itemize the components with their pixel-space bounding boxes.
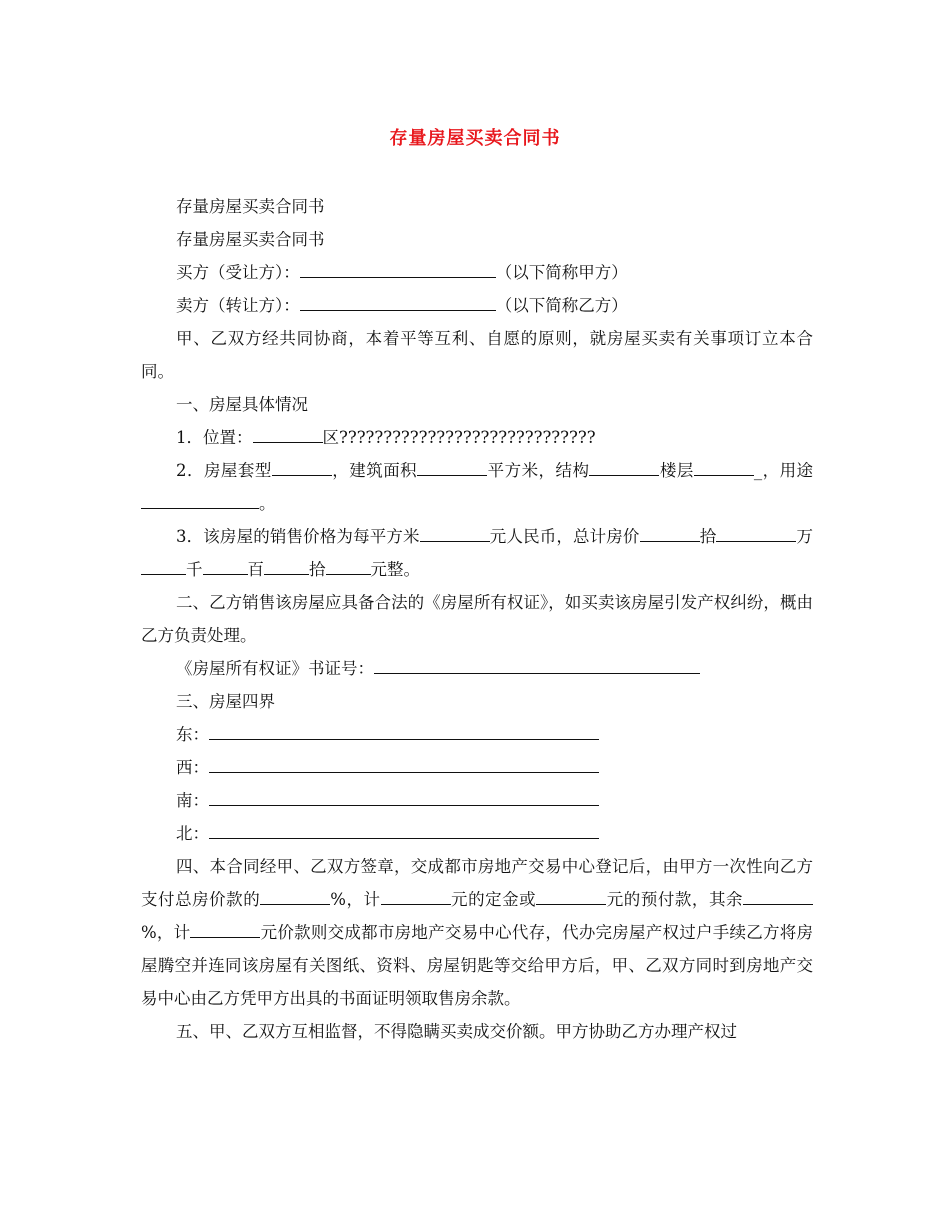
text: 拾 xyxy=(699,527,717,546)
text: 千 xyxy=(186,560,203,579)
text: 四、本合同经甲、乙双方签章，交成都市房地产交易中心登记后，由甲方一次性向乙方支付总房价款的 xyxy=(141,857,813,909)
text: 楼层 xyxy=(659,461,694,480)
remaining-blank[interactable] xyxy=(190,918,260,938)
text: 万 xyxy=(796,527,814,546)
text: 存量房屋买卖合同书 xyxy=(176,230,325,249)
east-label: 东： xyxy=(176,725,209,744)
section-4-paragraph xyxy=(141,850,813,1015)
seller-suffix: （以下简称乙方） xyxy=(495,296,628,315)
south-label: 南： xyxy=(176,791,209,810)
house-type-blank[interactable] xyxy=(272,456,332,476)
east-blank[interactable] xyxy=(209,720,599,740)
line-title-repeat-2 xyxy=(141,223,813,256)
pct-blank-2[interactable] xyxy=(743,885,813,905)
seller-line xyxy=(141,289,813,322)
prepay-blank[interactable] xyxy=(536,885,606,905)
south-blank[interactable] xyxy=(209,786,599,806)
text: 元的预付款，其余 xyxy=(606,890,744,909)
location-label: 1．位置： xyxy=(176,428,253,447)
text: %，计 xyxy=(141,923,191,942)
text: 元的定金或 xyxy=(450,890,537,909)
price-line xyxy=(141,520,813,586)
north-line xyxy=(141,817,813,850)
seller-label: 卖方（转让方）： xyxy=(176,296,300,315)
location-line xyxy=(141,421,813,454)
west-line xyxy=(141,751,813,784)
south-line xyxy=(141,784,813,817)
intro-paragraph: 甲、乙双方经共同协商，本着平等互利、自愿的原则，就房屋买卖有关事项订立本合同。 xyxy=(141,329,813,381)
text: 元人民币，总计房价 xyxy=(489,527,640,546)
text: 2．房屋套型 xyxy=(176,461,272,480)
line-title-repeat-1 xyxy=(141,190,813,223)
floor-blank[interactable] xyxy=(694,456,754,476)
area-blank[interactable] xyxy=(417,456,487,476)
section-2-paragraph: 二、乙方销售该房屋应具备合法的《房屋所有权证》，如买卖该房屋引发产权纠纷，概由乙方负责处理。 xyxy=(141,593,813,645)
price-blank-2[interactable] xyxy=(716,522,756,542)
north-blank[interactable] xyxy=(209,819,599,839)
location-text: 区????????????????????????????? xyxy=(322,428,596,447)
price-blank-5[interactable] xyxy=(203,555,248,575)
text: 存量房屋买卖合同书 xyxy=(176,197,325,216)
deposit-blank[interactable] xyxy=(381,885,451,905)
buyer-blank[interactable] xyxy=(300,258,496,278)
west-blank[interactable] xyxy=(209,753,599,773)
text: ，建筑面积 xyxy=(331,461,418,480)
house-type-line xyxy=(141,454,813,520)
text: 3．该房屋的销售价格为每平方米 xyxy=(176,527,420,546)
section-5-paragraph: 五、甲、乙双方互相监督，不得隐瞒买卖成交价额。甲方协助乙方办理产权过 xyxy=(176,1022,737,1041)
seller-blank[interactable] xyxy=(300,291,496,311)
text: 元整。 xyxy=(370,560,420,579)
text: _，用途 xyxy=(753,461,814,480)
text: 元价款则交成都市房地产交易中心代存，代办完房屋产权过户手续乙方将房屋腾空并连同该房屋有关图纸、资料、房屋钥匙等交给甲方后，甲、乙双方同时到房地产交易中心由乙方凭甲方出具的书面证明领取售房余款。 xyxy=(141,923,813,1008)
price-blank-7[interactable] xyxy=(326,555,371,575)
buyer-suffix: （以下简称甲方） xyxy=(495,263,628,282)
district-blank[interactable] xyxy=(253,423,323,443)
section-3-heading: 三、房屋四界 xyxy=(176,692,275,711)
pct-blank-1[interactable] xyxy=(260,885,330,905)
cert-number-blank[interactable] xyxy=(374,654,700,674)
document-title: 存量房屋买卖合同书 xyxy=(389,128,561,149)
text: 拾 xyxy=(309,560,326,579)
usage-blank[interactable] xyxy=(141,489,259,509)
text: 。 xyxy=(259,494,276,513)
text: 百 xyxy=(247,560,264,579)
structure-blank[interactable] xyxy=(589,456,659,476)
price-blank-4[interactable] xyxy=(141,555,186,575)
text: 平方米，结构 xyxy=(487,461,590,480)
east-line xyxy=(141,718,813,751)
north-label: 北： xyxy=(176,824,209,843)
unit-price-blank[interactable] xyxy=(420,522,490,542)
text: %，计 xyxy=(330,890,381,909)
cert-label: 《房屋所有权证》书证号： xyxy=(176,659,374,678)
price-blank-6[interactable] xyxy=(264,555,309,575)
buyer-label: 买方（受让方）： xyxy=(176,263,300,282)
cert-line xyxy=(141,652,813,685)
price-blank-3[interactable] xyxy=(756,522,796,542)
west-label: 西： xyxy=(176,758,209,777)
buyer-line xyxy=(141,256,813,289)
document-body xyxy=(141,190,813,1048)
price-blank-1[interactable] xyxy=(640,522,700,542)
section-1-heading: 一、房屋具体情况 xyxy=(176,395,308,414)
